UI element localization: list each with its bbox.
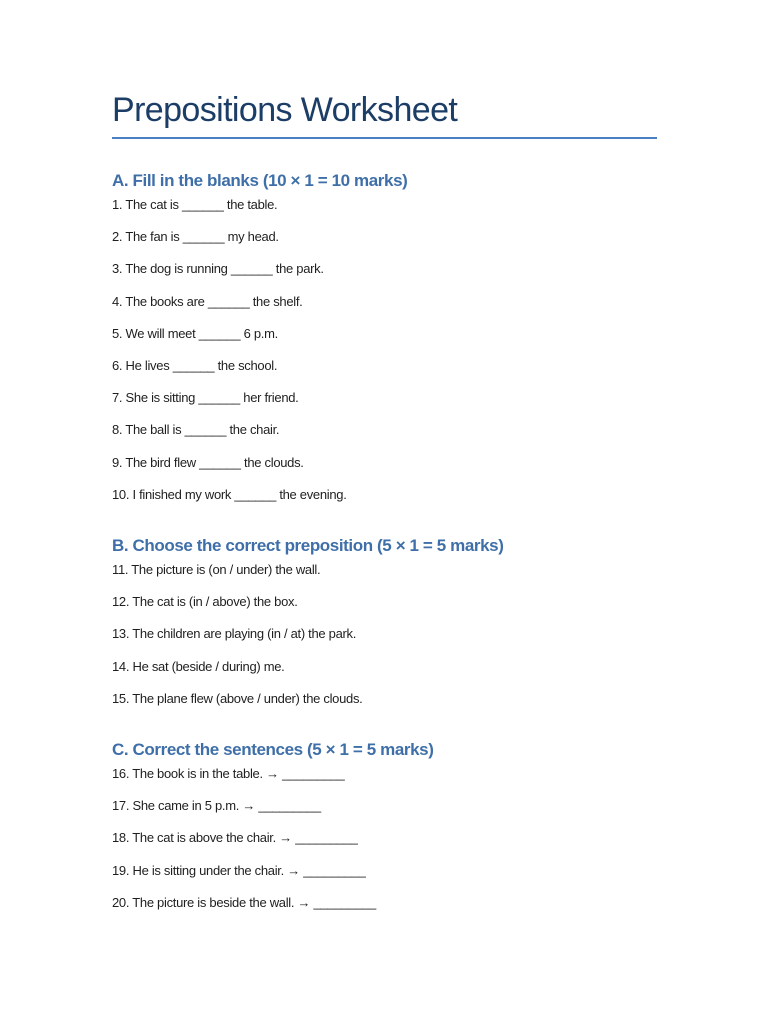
question-item: 17. She came in 5 p.m. → _________ xyxy=(112,798,321,814)
question-item: 18. The cat is above the chair. → _________ xyxy=(112,830,358,846)
section-heading: A. Fill in the blanks (10 × 1 = 10 marks) xyxy=(112,171,408,190)
question-item: 8. The ball is ______ the chair. xyxy=(112,422,280,438)
section-heading: C. Correct the sentences (5 × 1 = 5 marks) xyxy=(112,740,434,759)
question-list xyxy=(112,559,657,720)
question-item: 2. The fan is ______ my head. xyxy=(112,229,279,245)
worksheet-page xyxy=(112,0,657,1024)
page-title: Prepositions Worksheet xyxy=(112,91,458,129)
section-heading: B. Choose the correct preposition (5 × 1 = 5 marks) xyxy=(112,536,504,555)
title-underline xyxy=(112,137,657,139)
question-item: 12. The cat is (in / above) the box. xyxy=(112,594,298,610)
question-item: 7. She is sitting ______ her friend. xyxy=(112,390,299,406)
question-item: 6. He lives ______ the school. xyxy=(112,357,278,373)
question-list xyxy=(112,763,657,924)
question-item: 4. The books are ______ the shelf. xyxy=(112,293,303,309)
question-item: 3. The dog is running ______ the park. xyxy=(112,261,324,277)
question-item: 14. He sat (beside / during) me. xyxy=(112,658,285,674)
question-item: 13. The children are playing (in / at) the park. xyxy=(112,626,357,642)
question-list xyxy=(112,194,657,516)
question-item: 10. I finished my work ______ the evening. xyxy=(112,486,347,502)
question-item: 19. He is sitting under the chair. → _________ xyxy=(112,862,366,878)
question-item: 16. The book is in the table. → _________ xyxy=(112,766,345,781)
question-item: 20. The picture is beside the wall. → _________ xyxy=(112,894,376,910)
question-item: 15. The plane flew (above / under) the clouds. xyxy=(112,690,363,706)
section-fill-in-the-blanks xyxy=(112,168,657,516)
question-item: 11. The picture is (on / under) the wall. xyxy=(112,562,321,577)
question-item: 9. The bird flew ______ the clouds. xyxy=(112,454,304,470)
question-item: 1. The cat is ______ the table. xyxy=(112,197,278,212)
section-choose-preposition xyxy=(112,533,657,720)
question-item: 5. We will meet ______ 6 p.m. xyxy=(112,325,278,341)
section-correct-sentences xyxy=(112,737,657,924)
